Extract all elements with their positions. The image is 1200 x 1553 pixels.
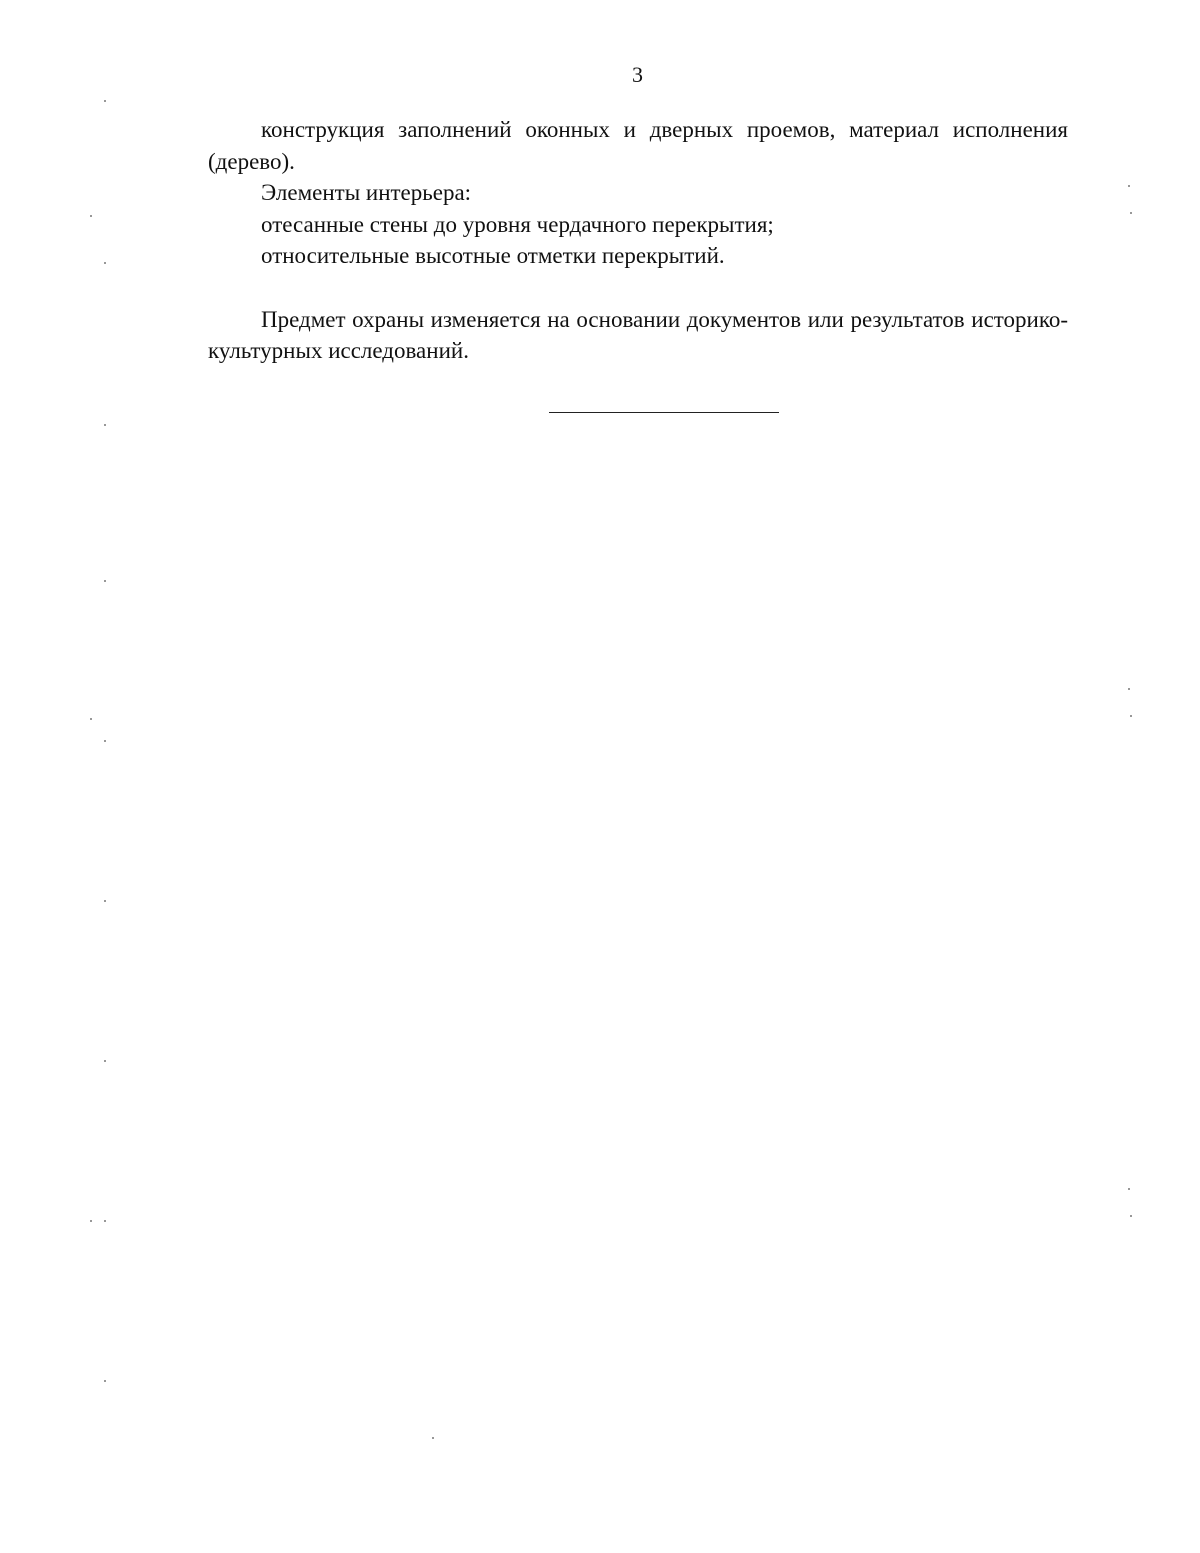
scan-speck <box>1128 688 1130 690</box>
scan-speck <box>432 1437 434 1439</box>
paragraph-interior-elements-heading: Элементы интерьера: <box>261 180 472 205</box>
scan-speck <box>104 740 106 742</box>
scan-speck <box>90 718 92 720</box>
paragraph-protection-subject-change: Предмет охраны изменяется на основании документов или результатов историко-культурных исследований. <box>208 306 1068 363</box>
page-number: 3 <box>632 62 643 87</box>
scan-speck <box>1130 212 1132 214</box>
scan-speck <box>104 424 106 426</box>
scan-speck <box>1130 715 1132 717</box>
scan-speck <box>104 1220 106 1222</box>
scan-speck <box>104 1060 106 1062</box>
document-body <box>208 114 1068 367</box>
paragraph-window-door-construction: конструкция заполнений оконных и дверных проемов, материал исполнения (дерево). <box>208 117 1068 174</box>
scan-speck <box>104 900 106 902</box>
scan-speck <box>104 1380 106 1382</box>
scan-speck <box>1128 1188 1130 1190</box>
scan-speck <box>104 580 106 582</box>
scan-speck <box>90 215 92 217</box>
scan-speck <box>1130 1215 1132 1217</box>
closing-separator-line <box>549 412 779 413</box>
scan-speck <box>104 100 106 102</box>
scan-speck <box>90 1220 92 1222</box>
paragraph-floor-elevation-marks: относительные высотные отметки перекрытий. <box>261 243 725 268</box>
scan-speck <box>104 262 106 264</box>
paragraph-hewn-walls: отесанные стены до уровня чердачного перекрытия; <box>261 211 774 237</box>
scan-speck <box>1128 185 1130 187</box>
